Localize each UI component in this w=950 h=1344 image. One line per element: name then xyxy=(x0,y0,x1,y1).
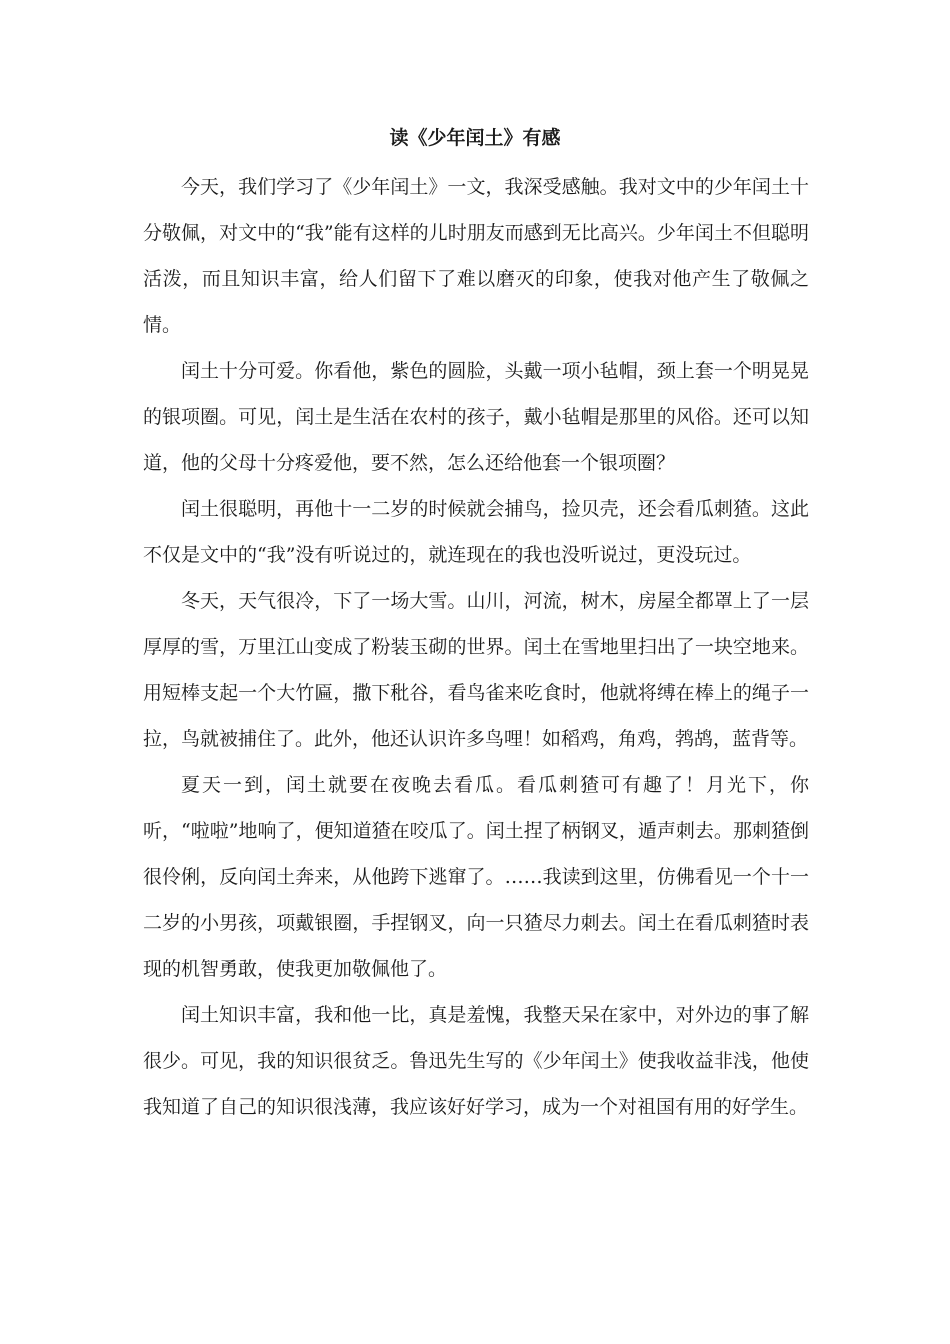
paragraph-3: 闰土很聪明，再他十一二岁的时候就会捕鸟，捡贝壳，还会看瓜刺猹。这此不仅是文中的“我”没有听说过的，就连现在的我也没听说过，更没玩过。 xyxy=(143,498,809,566)
document-title: 读《少年闰土》有感 xyxy=(389,127,561,149)
paragraph-2: 闰土十分可爱。你看他，紫色的圆脸，头戴一项小毡帽，颈上套一个明晃晃的银项圈。可见，闰土是生活在农村的孩子，戴小毡帽是那里的风俗。还可以知道，他的父母十分疼爱他，要不然，怎么还给他套一个银项圈？ xyxy=(143,360,809,474)
document-body xyxy=(143,164,809,1130)
paragraph-5: 夏天一到，闰土就要在夜晚去看瓜。看瓜刺猹可有趣了！月光下，你听，“啦啦”地响了，便知道猹在咬瓜了。闰土捏了柄钢叉，遁声刺去。那刺猹倒很伶俐，反向闰土奔来，从他跨下逃窜了。……我读到这里，仿佛看见一个十一二岁的小男孩，项戴银圈，手捏钢叉，向一只猹尽力刺去。闰土在看瓜刺猹时表现的机智勇敢，使我更加敬佩他了。 xyxy=(143,774,809,980)
paragraph-1: 今天，我们学习了《少年闰土》一文，我深受感触。我对文中的少年闰土十分敬佩，对文中的“我”能有这样的儿时朋友而感到无比高兴。少年闰土不但聪明活泼，而且知识丰富，给人们留下了难以磨灭的印象，使我对他产生了敬佩之情。 xyxy=(143,176,809,336)
paragraph-4: 冬天，天气很冷，下了一场大雪。山川，河流，树木，房屋全都罩上了一层厚厚的雪，万里江山变成了粉装玉砌的世界。闰土在雪地里扫出了一块空地来。用短棒支起一个大竹匾，撒下秕谷，看鸟雀来吃食时，他就将缚在棒上的绳子一拉，鸟就被捕住了。此外，他还认识许多鸟哩！如稻鸡，角鸡，鹁鸪，蓝背等。 xyxy=(143,590,809,750)
paragraph-6: 闰土知识丰富，我和他一比，真是羞愧，我整天呆在家中，对外边的事了解很少。可见，我的知识很贫乏。鲁迅先生写的《少年闰土》使我收益非浅，他使我知道了自己的知识很浅薄，我应该好好学习，成为一个对祖国有用的好学生。 xyxy=(143,1004,809,1118)
